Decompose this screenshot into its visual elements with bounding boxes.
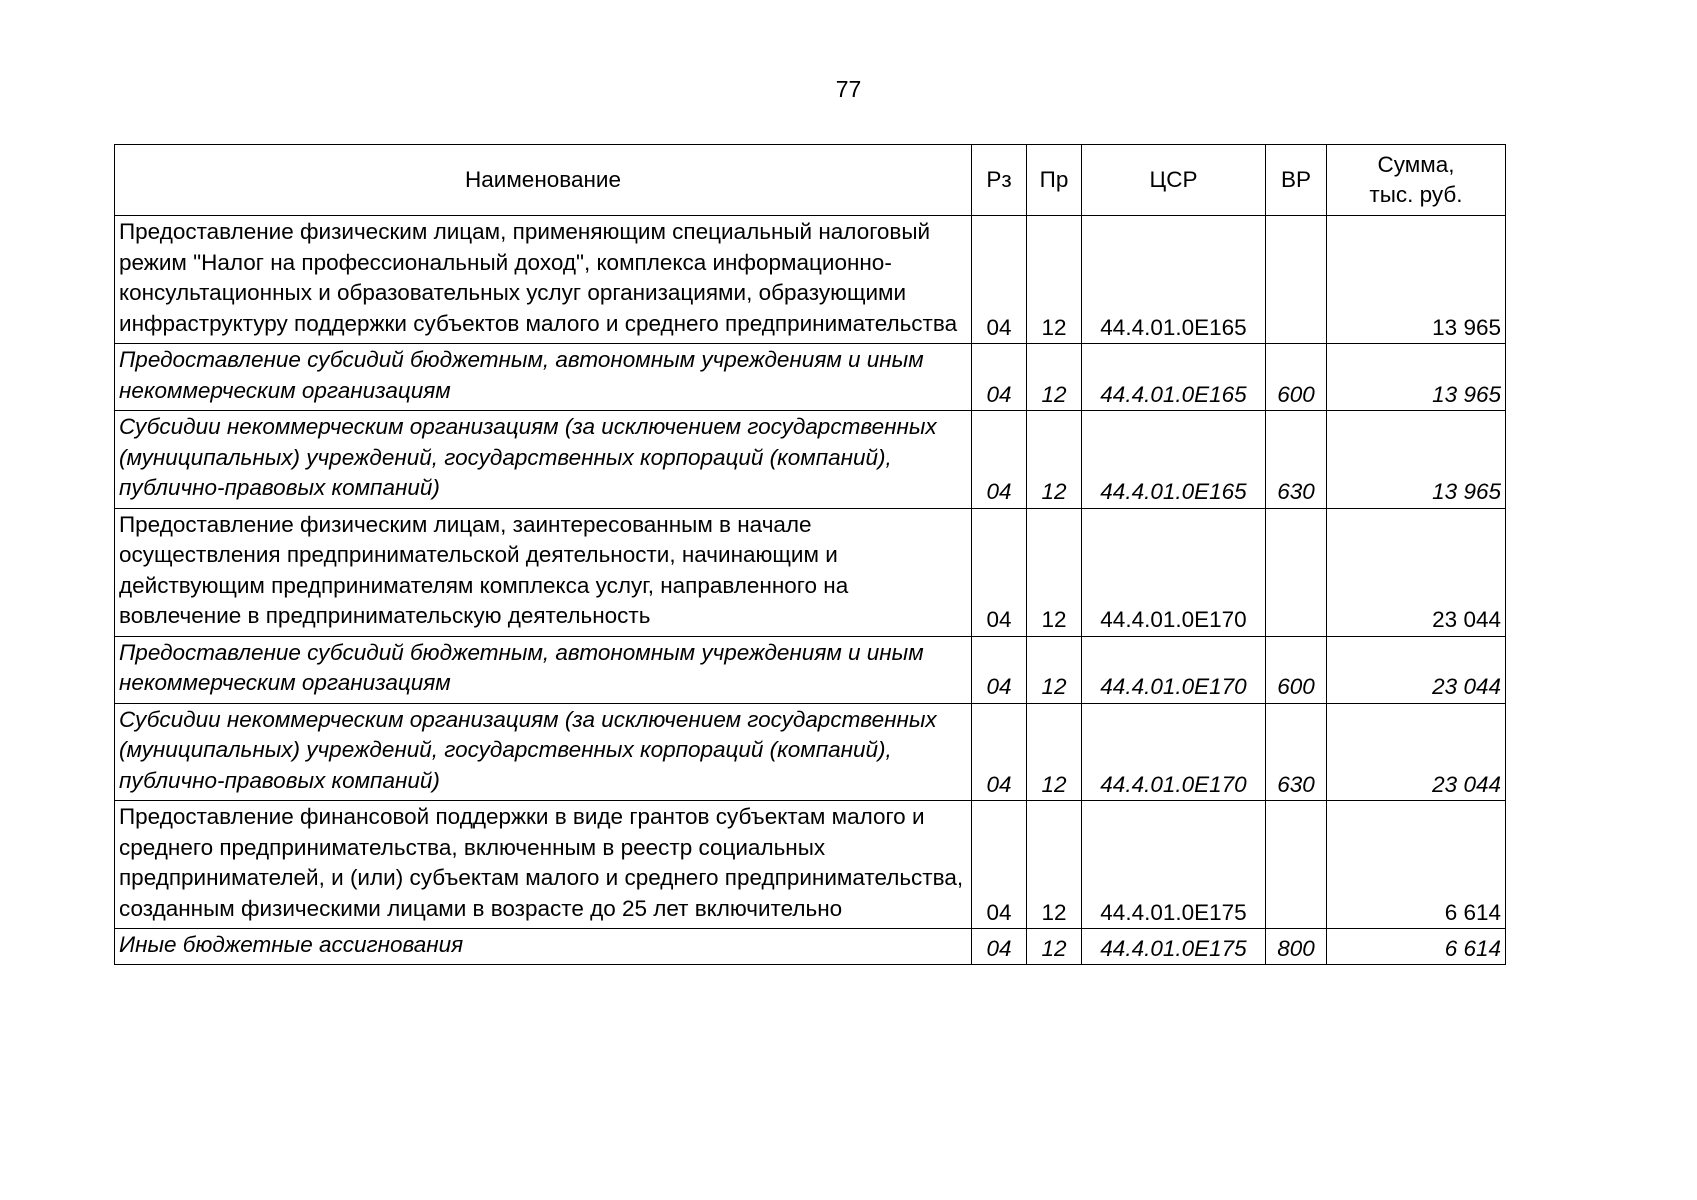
cell-csr: 44.4.01.0Е165 (1082, 344, 1266, 411)
cell-pr: 12 (1027, 801, 1082, 929)
table-row (115, 216, 1506, 344)
table-header-row (115, 145, 1506, 216)
cell-csr: 44.4.01.0Е165 (1082, 216, 1266, 344)
cell-vr: 600 (1266, 344, 1327, 411)
table-row (115, 929, 1506, 965)
cell-csr: 44.4.01.0Е170 (1082, 703, 1266, 801)
cell-sum: 6 614 (1327, 801, 1506, 929)
table-row (115, 801, 1506, 929)
cell-rz: 04 (972, 344, 1027, 411)
header-rz: Рз (972, 145, 1027, 216)
cell-pr: 12 (1027, 344, 1082, 411)
header-sum: Сумма, тыс. руб. (1327, 145, 1506, 216)
cell-vr: 600 (1266, 636, 1327, 703)
cell-rz: 04 (972, 801, 1027, 929)
header-pr: Пр (1027, 145, 1082, 216)
cell-name: Предоставление физическим лицам, заинтересованным в начале осуществления предпринимательской деятельности, начинающим и действующим предпринимателям комплекса услуг, направленного на вовлечение в предпринимательскую деятельность (115, 508, 972, 636)
cell-csr: 44.4.01.0Е175 (1082, 801, 1266, 929)
cell-sum: 23 044 (1327, 636, 1506, 703)
cell-rz: 04 (972, 411, 1027, 509)
cell-vr: 630 (1266, 411, 1327, 509)
cell-name: Субсидии некоммерческим организациям (за исключением государственных (муниципальных) учреждений, государственных корпораций (компаний), публично-правовых компаний) (115, 703, 972, 801)
cell-sum: 13 965 (1327, 411, 1506, 509)
cell-sum: 23 044 (1327, 508, 1506, 636)
cell-name: Субсидии некоммерческим организациям (за исключением государственных (муниципальных) учреждений, государственных корпораций (компаний), публично-правовых компаний) (115, 411, 972, 509)
cell-sum: 6 614 (1327, 929, 1506, 965)
page-number: 77 (835, 76, 862, 102)
table-row (115, 411, 1506, 509)
cell-rz: 04 (972, 216, 1027, 344)
table-row (115, 703, 1506, 801)
cell-pr: 12 (1027, 929, 1082, 965)
cell-name: Предоставление физическим лицам, применяющим специальный налоговый режим "Налог на профессиональный доход", комплекса информационно-консультационных и образовательных услуг организациями, образующими инфраструктуру поддержки субъектов малого и среднего предпринимательства (115, 216, 972, 344)
cell-name: Предоставление финансовой поддержки в виде грантов субъектам малого и среднего предпринимательства, включенным в реестр социальных предпринимателей, и (или) субъектам малого и среднего предпринимательства, созданным физическими лицами в возрасте до 25 лет включительно (115, 801, 972, 929)
cell-pr: 12 (1027, 703, 1082, 801)
cell-name: Предоставление субсидий бюджетным, автономным учреждениям и иным некоммерческим организациям (115, 344, 972, 411)
cell-vr: 800 (1266, 929, 1327, 965)
table-row (115, 508, 1506, 636)
table-body (115, 216, 1506, 965)
cell-sum: 13 965 (1327, 344, 1506, 411)
cell-csr: 44.4.01.0Е175 (1082, 929, 1266, 965)
cell-csr: 44.4.01.0Е170 (1082, 636, 1266, 703)
table-row (115, 344, 1506, 411)
cell-pr: 12 (1027, 636, 1082, 703)
budget-table (114, 144, 1506, 965)
header-name: Наименование (115, 145, 972, 216)
cell-rz: 04 (972, 508, 1027, 636)
cell-vr (1266, 216, 1327, 344)
header-csr: ЦСР (1082, 145, 1266, 216)
cell-rz: 04 (972, 636, 1027, 703)
cell-sum: 23 044 (1327, 703, 1506, 801)
cell-rz: 04 (972, 929, 1027, 965)
cell-vr (1266, 508, 1327, 636)
cell-pr: 12 (1027, 216, 1082, 344)
cell-pr: 12 (1027, 508, 1082, 636)
cell-name: Предоставление субсидий бюджетным, автономным учреждениям и иным некоммерческим организациям (115, 636, 972, 703)
header-vr: ВР (1266, 145, 1327, 216)
cell-name: Иные бюджетные ассигнования (115, 929, 972, 965)
cell-rz: 04 (972, 703, 1027, 801)
cell-csr: 44.4.01.0Е165 (1082, 411, 1266, 509)
cell-pr: 12 (1027, 411, 1082, 509)
table-row (115, 636, 1506, 703)
cell-vr: 630 (1266, 703, 1327, 801)
cell-csr: 44.4.01.0Е170 (1082, 508, 1266, 636)
cell-vr (1266, 801, 1327, 929)
cell-sum: 13 965 (1327, 216, 1506, 344)
